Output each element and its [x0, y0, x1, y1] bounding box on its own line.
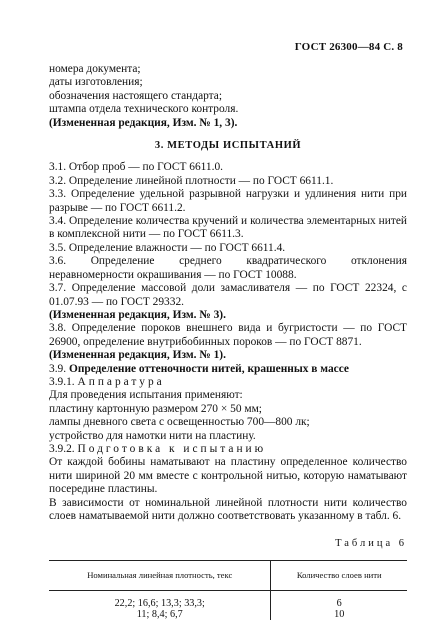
- equipment-item: лампы дневного света с освещенностью 700—800 лк;: [49, 416, 310, 429]
- page-header: ГОСТ 26300—84 С. 8: [294, 41, 403, 53]
- intro-line: штампа отдела технического контроля.: [49, 103, 239, 116]
- clause-text: В зависимости от номинальной линейной плотности нити количество слоев наматываемой нити должно соответствовать указанному в табл. 6.: [49, 496, 407, 522]
- intro-line: номера документа;: [49, 63, 141, 75]
- layers-value: 6: [336, 598, 342, 610]
- clause-text: От каждой бобины наматывают на пластину определенное количество нити шириной 20 мм вместе с контрольной нитью, которую наматывают посередине пластины.: [49, 456, 407, 496]
- clause-3-4: 3.4. Определение количества кручений и количества элементарных нитей в комплексной нити — по ГОСТ 6611.3.: [49, 215, 407, 241]
- clause-3-9-2: [49, 443, 407, 456]
- table-6: [49, 560, 407, 620]
- intro-line: обозначения настоящего стандарта;: [49, 89, 223, 102]
- density-values: 22,2; 16,6; 13,3; 33,3;: [114, 598, 205, 610]
- clause-3-3: 3.3. Определение удельной разрывной нагрузки и удлинения нити при разрыве — по ГОСТ 6611.2.: [49, 188, 407, 214]
- section-title: 3. МЕТОДЫ ИСПЫТАНИЙ: [154, 140, 302, 152]
- table-row: [49, 591, 407, 621]
- clause-3-5: 3.5. Определение влажности — по ГОСТ 6611.4.: [49, 241, 286, 254]
- intro-line: даты изготовления;: [49, 76, 143, 89]
- amendment-note: (Измененная редакция, Изм. № 3).: [49, 308, 226, 321]
- table-cell-density: [49, 591, 271, 621]
- clause-3-6: 3.6. Определение среднего квадратического отклонения неравномерности окрашивания — по ГОСТ 10088.: [49, 255, 407, 281]
- table-header-density: Номинальная линейная плотность, текс: [49, 560, 271, 590]
- equipment-item: пластину картонную размером 270 × 50 мм;: [49, 402, 262, 415]
- equipment-item: устройство для намотки нити на пластину.: [49, 429, 256, 442]
- clause-title: Определение оттеночности нитей, крашенных в массе: [68, 362, 349, 375]
- clause-3-1: 3.1. Отбор проб — по ГОСТ 6611.0.: [49, 161, 223, 174]
- clause-number: 3.9.2.: [49, 442, 75, 455]
- table-cell-layers: [271, 591, 407, 621]
- clause-title: Аппаратура: [77, 375, 165, 388]
- density-values: 11; 8,4; 6,7: [136, 608, 183, 620]
- clause-3-7: 3.7. Определение массовой доли замасливателя — по ГОСТ 22324, с 01.07.93 — по ГОСТ 29332.: [49, 282, 407, 308]
- amendment-note: (Измененная редакция, Изм. № 1, 3).: [49, 116, 238, 129]
- clause-text: Для проведения испытания применяют:: [49, 389, 243, 402]
- clause-number: 3.9.1.: [49, 375, 75, 388]
- table-caption: Таблица 6: [335, 538, 407, 550]
- document-body: [49, 63, 407, 620]
- clause-3-8: 3.8. Определение пороков внешнего вида и бугристости — по ГОСТ 26900, определение внутрибобинных пороков — по ГОСТ 8871.: [49, 322, 407, 348]
- clause-3-2: 3.2. Определение линейной плотности — по ГОСТ 6611.1.: [49, 174, 334, 187]
- clause-number: 3.9.: [49, 362, 67, 375]
- clause-3-9-1: [49, 376, 407, 389]
- table-header-layers: Количество слоев нити: [271, 560, 407, 590]
- amendment-note: (Измененная редакция, Изм. № 1).: [49, 349, 226, 362]
- clause-3-9: [49, 363, 407, 376]
- table-header-row: [49, 560, 407, 590]
- layers-value: 10: [334, 608, 345, 620]
- clause-title: Подготовка к испытанию: [77, 442, 267, 455]
